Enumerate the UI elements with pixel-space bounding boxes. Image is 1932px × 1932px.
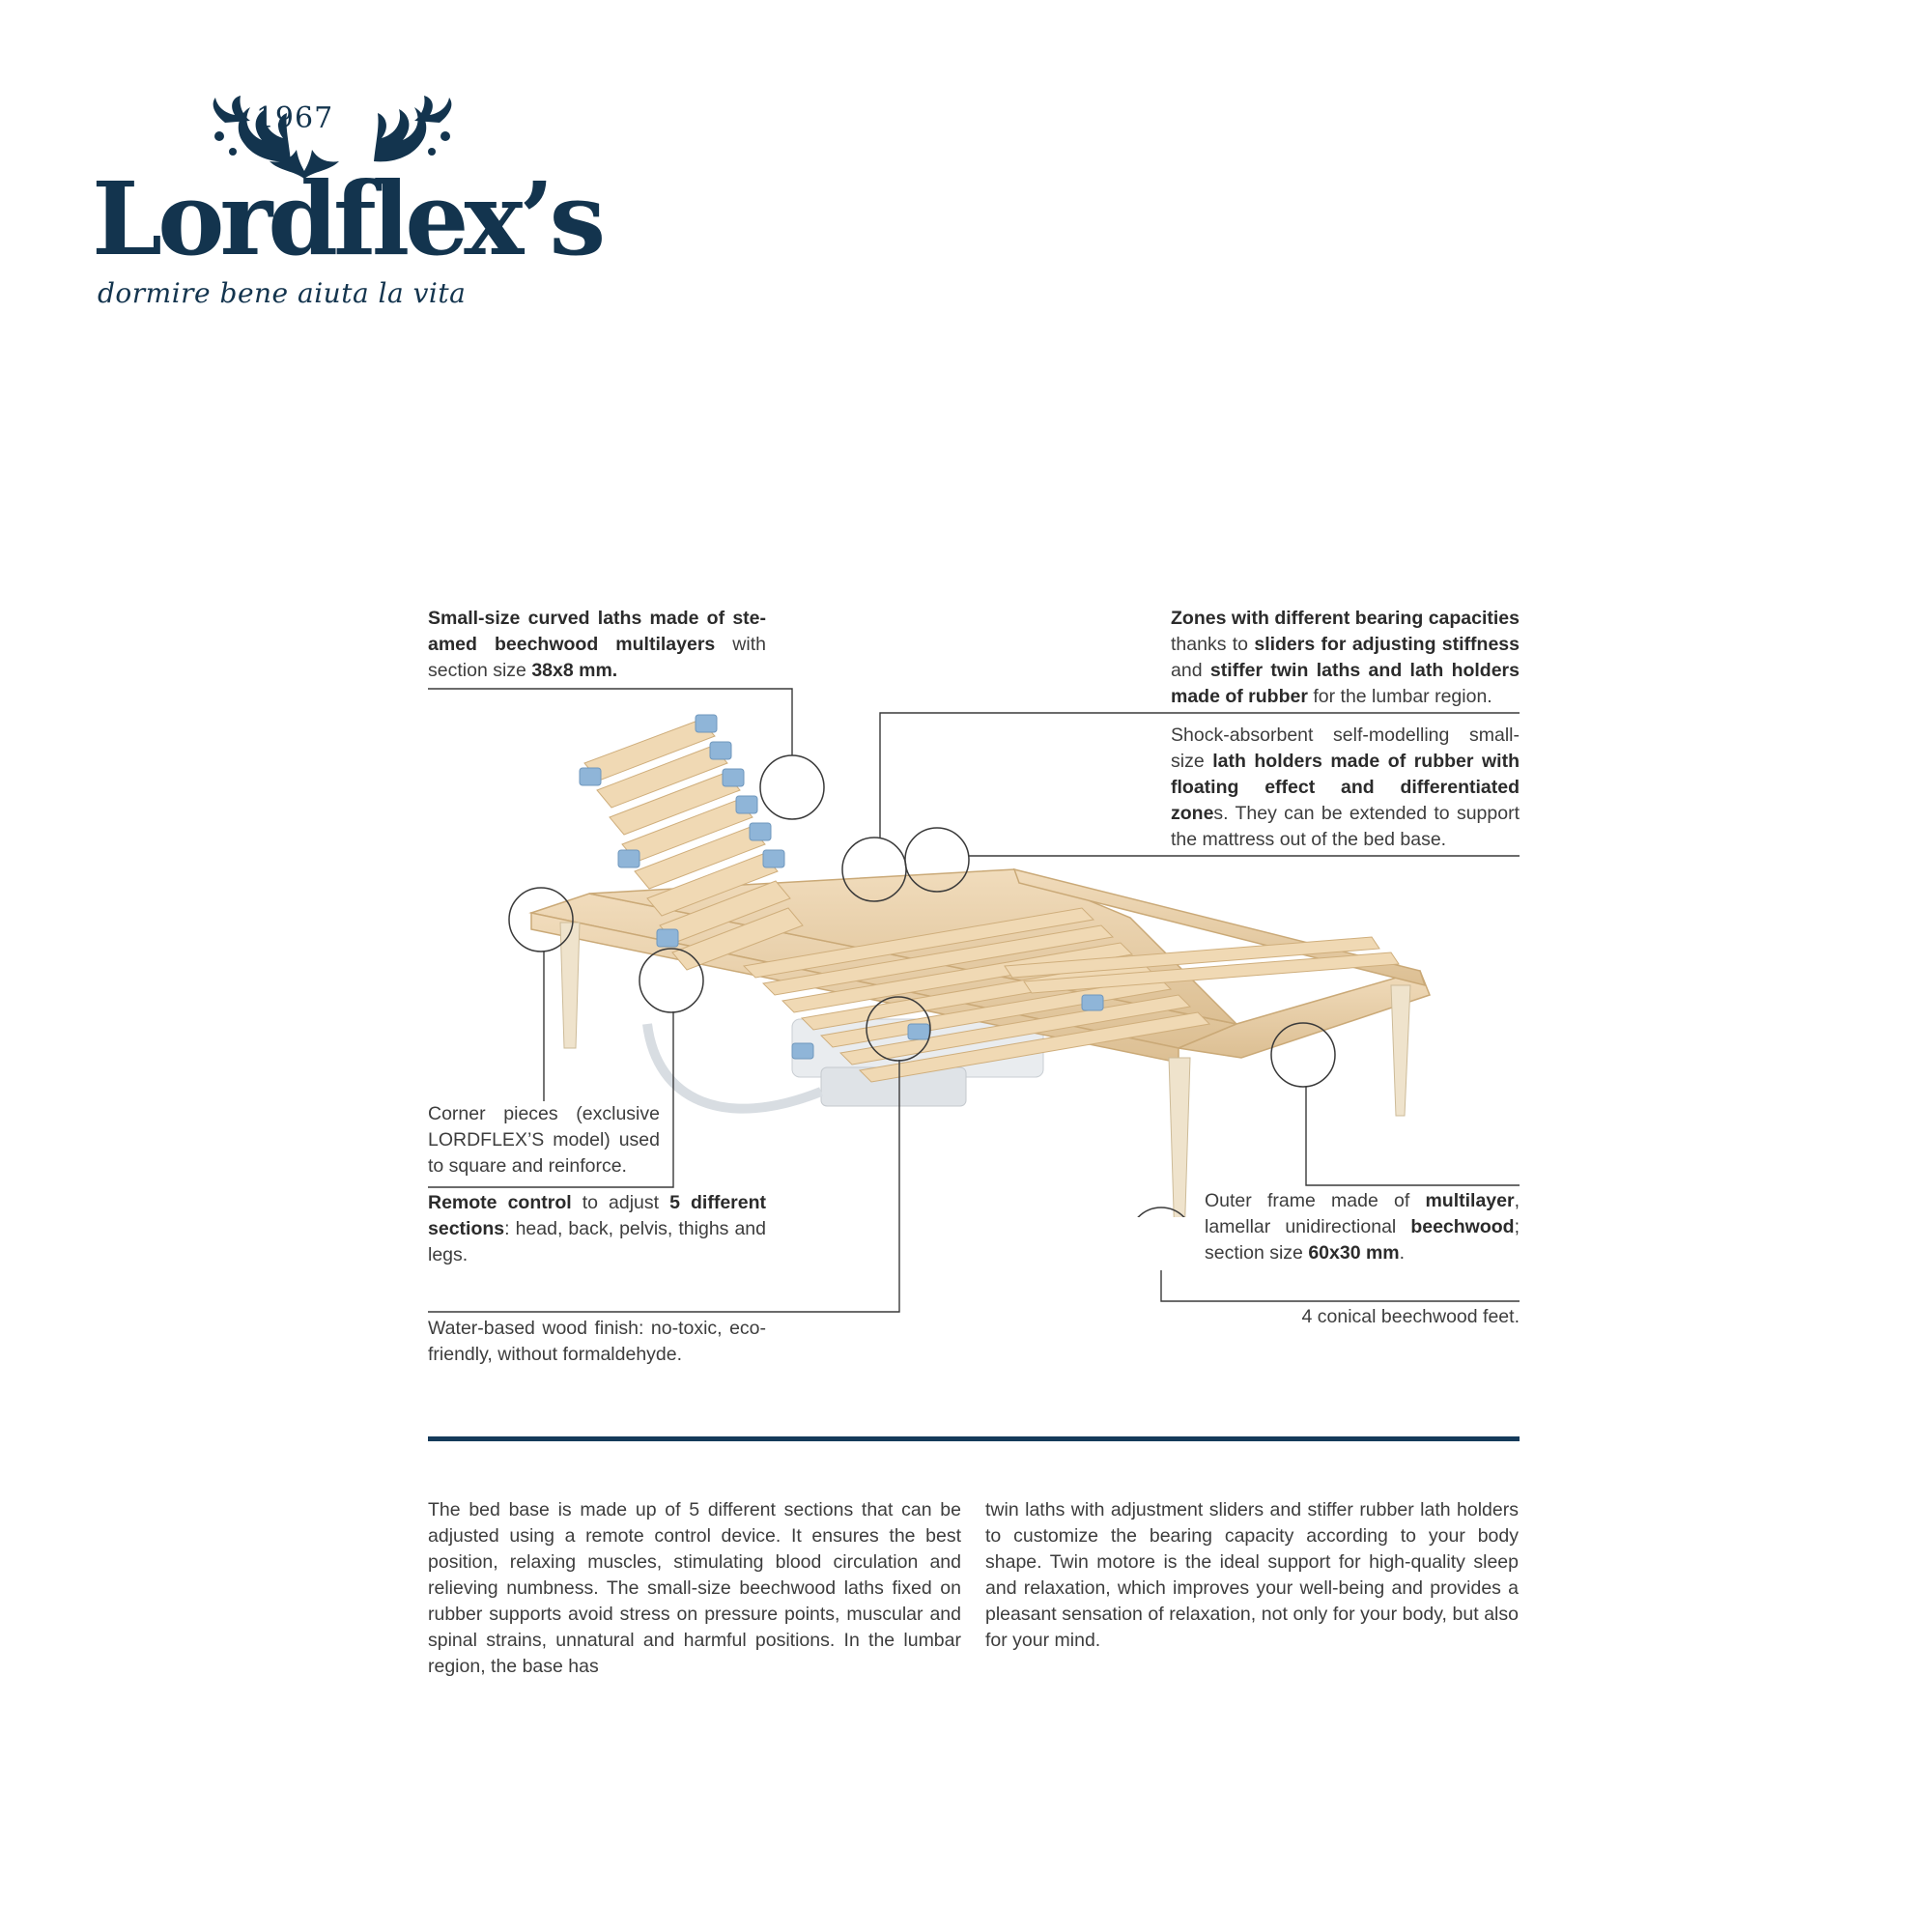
brand-wordmark: Lordflex’s [92, 159, 602, 278]
description-column-left: The bed base is made up of 5 different sections that can be adjusted using a remote control device. It ensures the best position, relaxing muscles, stimulating blood circulation and relieving numbness. The small-size beechwood laths fixed on rubber supports avoid stress on pressure points, muscular and spinal strains, unnatural and harmful positions. In the lumbar region, the base has [428, 1499, 961, 1677]
callout-water-based-finish: Water-based wood finish: no-toxic, eco-friendly, without formaldehyde. [428, 1318, 766, 1365]
callout-curved-laths: Small-size curved laths made of ste-amed beechwood multilayers with section size 38x8 mm. [428, 608, 766, 681]
description-column-right: twin laths with adjustment sliders and stiffer rubber lath holders to customize the bearing capacity according to your body shape. Twin motore is the ideal support for high-quality sleep and relaxation, which improves your well-being and provides a pleasant sensation of relaxation, not only for your body, but also for your mind. [985, 1499, 1519, 1651]
callout-corner-pieces: Corner pieces (exclusive LORDFLEX’S model) used to square and reinforce. [428, 1103, 660, 1177]
callout-shock-absorbent-holders: Shock-absorbent self-modelling small-size lath holders made of rubber with floating effect and differentiated zones. They can be extended to support the mattress out of the bed base. [1171, 724, 1520, 850]
callout-conical-feet: 4 conical beechwood feet. [1301, 1306, 1520, 1327]
callout-remote-control: Remote control to adjust 5 different sections: head, back, pelvis, thighs and legs. [428, 1192, 767, 1265]
brand-year: 1967 [255, 101, 334, 135]
callout-outer-frame: Outer frame made of multilayer, lamellar unidirectional beechwood; section size 60x30 mm. [1205, 1190, 1520, 1264]
brand-tagline: dormire bene aiuta la vita [98, 277, 467, 309]
section-divider [428, 1436, 1520, 1441]
callout-bearing-zones: Zones with different bearing capacities thanks to sliders for adjusting stiffness and stiffer twin laths and lath holders made of rubber for the lumbar region. [1171, 608, 1520, 707]
